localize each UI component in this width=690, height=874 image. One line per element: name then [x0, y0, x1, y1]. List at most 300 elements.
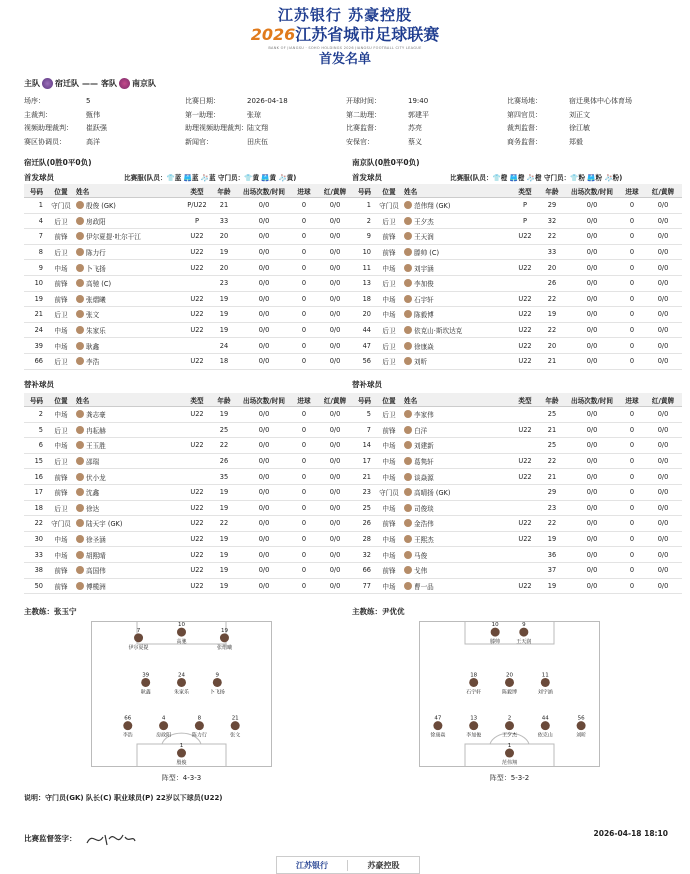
player-marker	[541, 678, 550, 687]
info-cell	[507, 122, 668, 136]
player-name: 李加俊	[414, 280, 434, 289]
player-name: 刘昕	[414, 358, 428, 367]
home-kit: 比赛服(队员：👕蓝 🩳蓝 🧦蓝 守门员：👕黄 🩳黄 🧦黄)	[124, 174, 297, 182]
info-value: 宿迁奥体中心体育场	[569, 97, 632, 105]
player-number: 9	[522, 622, 526, 629]
player-name-cell	[404, 247, 510, 257]
cell: 0/0	[329, 488, 341, 497]
cell: 0	[629, 326, 635, 335]
cell: 10	[362, 248, 371, 257]
cell: 0/0	[657, 410, 669, 419]
player-avatar-icon	[76, 326, 84, 334]
cell: 0/0	[258, 294, 270, 303]
home-team-name: 宿迁队	[55, 79, 79, 88]
cell: 21	[547, 357, 557, 366]
player-marker	[469, 678, 478, 687]
cell: 11	[362, 263, 371, 272]
cell: 0/0	[329, 503, 341, 512]
table-row	[24, 260, 354, 276]
cell: 0/0	[258, 216, 270, 225]
player-avatar-icon	[404, 426, 412, 434]
table-row	[352, 354, 682, 370]
cell: 23	[362, 488, 371, 497]
cell: 前锋	[382, 233, 396, 242]
cell: 77	[362, 581, 371, 590]
cell: 守门员	[51, 202, 71, 211]
cell: 0	[629, 294, 635, 303]
player-name: 王熙杰	[414, 536, 434, 545]
cell: 20	[547, 341, 557, 350]
column-header: 年龄	[545, 187, 559, 196]
player-avatar-icon	[76, 310, 84, 318]
cell: 2	[38, 410, 43, 419]
cell: 0	[301, 425, 307, 434]
cell: 0/0	[586, 519, 598, 528]
cell: 38	[34, 566, 43, 575]
table-row	[352, 229, 682, 245]
player-name: 冉耘赫	[86, 426, 106, 435]
cell: 7	[366, 425, 371, 434]
player-marker	[505, 678, 514, 687]
player-name: 戈伟	[414, 567, 428, 576]
cell: 0/0	[329, 357, 341, 366]
cell: 21	[547, 425, 557, 434]
info-value: 田庆伍	[247, 137, 268, 146]
player-label: 陈毅博	[501, 689, 518, 696]
cell: 前锋	[382, 426, 396, 435]
player-number: 13	[470, 715, 478, 722]
cell: U22	[190, 441, 204, 450]
table-row	[24, 563, 354, 579]
info-value: 刘正文	[569, 110, 590, 119]
cell: 0/0	[329, 294, 341, 303]
column-header: 红/黄牌	[323, 396, 347, 405]
player-name-cell	[76, 216, 182, 226]
cell: 0/0	[586, 441, 598, 450]
player-number: 19	[220, 627, 228, 634]
player-name: 陈毅博	[414, 311, 434, 320]
cell: 0/0	[586, 472, 598, 481]
cell: 后卫	[54, 458, 68, 467]
away-subs-label: 替补球员	[352, 380, 382, 389]
column-header: 类型	[518, 396, 532, 405]
info-value: 高洋	[86, 137, 100, 146]
cell: 0/0	[657, 441, 669, 450]
cell: U22	[190, 263, 204, 272]
away-starters-label: 首发球员	[352, 173, 382, 182]
player-number: 7	[136, 627, 141, 634]
info-cell	[346, 95, 507, 109]
player-avatar-icon	[404, 488, 412, 496]
player-avatar-icon	[404, 504, 412, 512]
cell: U22	[190, 310, 204, 319]
column-header: 红/黄牌	[323, 187, 347, 196]
cell: 0/0	[329, 263, 341, 272]
cell: 0/0	[329, 248, 341, 257]
player-avatar-icon	[76, 201, 84, 209]
away-label: 客队	[101, 79, 117, 88]
player-name-cell	[404, 440, 510, 450]
player-avatar-icon	[404, 264, 412, 272]
cell: 0/0	[586, 425, 598, 434]
cell: 33	[34, 550, 43, 559]
cell: 0/0	[657, 535, 669, 544]
home-subs-label: 替补球员	[24, 380, 54, 389]
player-name-cell	[404, 503, 510, 513]
cell: 26	[362, 519, 371, 528]
player-label: 卜飞扬	[209, 689, 225, 696]
info-key: 裁判监督：	[507, 124, 542, 133]
cell: U22	[518, 294, 532, 303]
player-number: 8	[197, 715, 202, 722]
cell: 28	[362, 535, 371, 544]
cell: 后卫	[382, 280, 396, 289]
table-header	[24, 393, 354, 407]
cell: U22	[190, 248, 204, 257]
cell: 0	[301, 310, 307, 319]
info-row	[24, 136, 668, 150]
cell: 44	[362, 326, 371, 335]
player-name-cell	[404, 518, 510, 528]
cell: 0	[629, 519, 635, 528]
player-name-cell	[76, 487, 182, 497]
player-avatar-icon	[76, 566, 84, 574]
cell: 0	[301, 503, 307, 512]
cell: 0	[301, 488, 307, 497]
cell: 0	[301, 326, 307, 335]
cell: 中场	[382, 551, 396, 560]
player-label: 张文	[230, 732, 241, 739]
player-name: 朱家乐	[86, 327, 106, 336]
player-name-cell	[76, 356, 182, 366]
cell: 中场	[54, 327, 68, 336]
cell: 0/0	[258, 410, 270, 419]
cell: 21	[34, 310, 43, 319]
table-row	[24, 354, 354, 370]
cell: 23	[547, 503, 557, 512]
player-name: 金浩伟	[414, 520, 434, 529]
cell: 4	[38, 216, 43, 225]
cell: 56	[362, 357, 371, 366]
cell: 33	[219, 216, 229, 225]
player-name: 徐圣涵	[86, 536, 106, 545]
column-header: 出场次数/时间	[243, 187, 285, 196]
table-row	[24, 338, 354, 354]
player-label: 石宇轩	[466, 689, 482, 696]
cell: 前锋	[54, 567, 68, 576]
cell: 0/0	[329, 535, 341, 544]
column-header: 号码	[29, 187, 43, 196]
cell: U22	[190, 566, 204, 575]
footer-logos	[276, 856, 420, 874]
cell: 0	[629, 232, 635, 241]
info-key: 场序：	[24, 97, 45, 105]
player-avatar-icon	[76, 473, 84, 481]
player-name-cell	[76, 518, 182, 528]
top-penalty-box	[465, 622, 554, 644]
info-value: 郑毅	[569, 137, 583, 146]
table-row	[352, 501, 682, 517]
cell: 0/0	[586, 232, 598, 241]
cell: 0/0	[657, 248, 669, 257]
column-header: 进球	[297, 187, 311, 196]
player-number: 2	[507, 715, 512, 722]
cell: 0	[301, 457, 307, 466]
cell: 0	[629, 263, 635, 272]
column-header: 红/黄牌	[651, 187, 675, 196]
cell: 0/0	[586, 535, 598, 544]
player-name-cell	[404, 216, 510, 226]
info-key: 第一助理：	[185, 110, 220, 119]
player-avatar-icon	[404, 357, 412, 365]
player-avatar-icon	[76, 441, 84, 449]
cell: 0/0	[258, 357, 270, 366]
player-avatar-icon	[404, 310, 412, 318]
cell: 20	[219, 263, 229, 272]
cell: 0/0	[329, 201, 341, 210]
pitch-svg	[92, 622, 271, 766]
table-row	[352, 245, 682, 261]
player-label: 依克山	[537, 732, 553, 739]
cell: 1	[38, 201, 43, 210]
cell: 中场	[54, 264, 68, 273]
player-name-cell	[404, 309, 510, 319]
cell: 25	[219, 425, 229, 434]
player-avatar-icon	[76, 232, 84, 240]
info-cell	[507, 109, 668, 123]
cell: 0/0	[329, 410, 341, 419]
player-name-cell	[404, 200, 510, 210]
cell: 0/0	[586, 581, 598, 590]
column-header: 年龄	[217, 396, 231, 405]
cell: 19	[547, 581, 557, 590]
column-header: 姓名	[404, 396, 418, 405]
cell: 中场	[382, 504, 396, 513]
cell: 前锋	[382, 249, 396, 258]
cell: 0	[629, 581, 635, 590]
cell: 22	[34, 519, 43, 528]
player-name: 傅榄洲	[86, 582, 106, 591]
cell: 0	[629, 472, 635, 481]
cell: 0	[301, 410, 307, 419]
home-formation: 阵型：4-3-3	[161, 774, 202, 782]
player-label: 耿鑫	[140, 689, 151, 696]
player-name-cell	[76, 472, 182, 482]
match-info	[24, 95, 668, 149]
cell: 0	[629, 310, 635, 319]
table-header	[352, 393, 682, 407]
cell: 0/0	[258, 566, 270, 575]
sponsor-line: 江苏银行 苏豪控股	[277, 6, 413, 24]
info-cell	[346, 122, 507, 136]
cell: 0	[301, 232, 307, 241]
cell: 0	[629, 488, 635, 497]
cell: 0/0	[657, 279, 669, 288]
cell: 29	[547, 201, 557, 210]
player-avatar-icon	[404, 441, 412, 449]
table-header	[24, 184, 354, 198]
player-avatar-icon	[76, 248, 84, 256]
cell: 0/0	[586, 216, 598, 225]
player-name-cell	[76, 456, 182, 466]
player-name: 张熠曦	[86, 295, 106, 304]
cell: 0	[301, 550, 307, 559]
cell: 0	[301, 357, 307, 366]
cell: 35	[219, 472, 229, 481]
player-avatar-icon	[76, 457, 84, 465]
cell: 0	[629, 248, 635, 257]
player-number: 66	[124, 715, 132, 722]
player-label: 王夕杰	[501, 732, 518, 739]
cell: 后卫	[54, 426, 68, 435]
player-number: 1	[507, 743, 512, 750]
table-row	[24, 485, 354, 501]
player-marker	[177, 628, 186, 637]
player-marker	[159, 721, 168, 730]
info-cell	[185, 95, 346, 109]
player-name-cell	[404, 263, 510, 273]
cell: 中场	[382, 582, 396, 591]
league-english: BANK OF JIANGSU · SOHO HOLDINGS 2026 JIANGSU FOOTBALL CITY LEAGUE	[268, 46, 422, 50]
cell: 0/0	[586, 279, 598, 288]
cell: U22	[518, 535, 532, 544]
cell: 中场	[382, 536, 396, 545]
player-avatar-icon	[404, 519, 412, 527]
cell: 23	[219, 279, 229, 288]
pitch-svg	[420, 622, 599, 766]
cell: 0/0	[258, 279, 270, 288]
cell: 0	[301, 535, 307, 544]
player-name-cell	[404, 409, 510, 419]
info-value: 陆文翔	[247, 124, 268, 133]
timestamp: 2026-04-18 18:10	[593, 829, 668, 838]
player-avatar-icon	[404, 279, 412, 287]
player-marker	[177, 678, 186, 687]
player-name: 邵瑞	[86, 458, 100, 467]
cell: 17	[34, 488, 43, 497]
cell: 中场	[54, 411, 68, 420]
cell: U22	[190, 326, 204, 335]
table-row	[352, 307, 682, 323]
cell: 0/0	[586, 326, 598, 335]
cell: 20	[219, 232, 229, 241]
cell: 0/0	[329, 581, 341, 590]
cell: U22	[518, 581, 532, 590]
info-value: 甄伟	[86, 110, 100, 119]
cell: U22	[518, 472, 532, 481]
info-cell	[24, 95, 185, 109]
player-label: 陈力行	[191, 732, 207, 739]
cell: P	[523, 216, 527, 225]
player-name: 石宇轩	[414, 295, 434, 304]
cell: 0	[629, 357, 635, 366]
league-title	[0, 25, 690, 45]
cell: 19	[219, 535, 229, 544]
cell: 0/0	[657, 341, 669, 350]
player-avatar-icon	[404, 457, 412, 465]
cell: 30	[34, 535, 43, 544]
info-value: 崔跃强	[86, 124, 107, 133]
page-header	[0, 6, 690, 68]
away-starters-table	[352, 184, 682, 370]
cell: 0/0	[329, 457, 341, 466]
cell: 22	[219, 519, 229, 528]
cell: 2	[366, 216, 371, 225]
cell: 0/0	[258, 472, 270, 481]
player-name-cell	[76, 440, 182, 450]
cell: 19	[219, 410, 229, 419]
info-key: 主裁判：	[24, 110, 52, 119]
cell: 0	[629, 425, 635, 434]
info-cell	[185, 136, 346, 150]
cell: 19	[219, 488, 229, 497]
player-avatar-icon	[76, 426, 84, 434]
player-marker	[505, 721, 514, 730]
cell: 1	[366, 201, 371, 210]
table-row	[24, 547, 354, 563]
cell: 0	[301, 216, 307, 225]
cell: 32	[547, 216, 557, 225]
cell: 22	[547, 519, 557, 528]
cell: 13	[362, 279, 371, 288]
player-name: 伏小龙	[86, 473, 106, 482]
table-header	[352, 184, 682, 198]
away-team-name: 南京队	[132, 79, 156, 88]
player-number: 44	[541, 715, 549, 722]
player-name-cell	[404, 581, 510, 591]
player-name: 马俊	[414, 551, 428, 560]
table-row	[352, 198, 682, 214]
info-row	[24, 109, 668, 123]
cell: 中场	[54, 342, 68, 351]
info-cell	[185, 122, 346, 136]
cell: 前锋	[54, 295, 68, 304]
info-cell	[507, 136, 668, 150]
info-key: 新闻官：	[185, 137, 213, 146]
table-row	[352, 469, 682, 485]
player-avatar-icon	[76, 488, 84, 496]
player-number: 10	[491, 622, 499, 629]
player-name-cell	[76, 263, 182, 273]
player-name: 曹一品	[414, 582, 434, 591]
table-row	[24, 245, 354, 261]
column-header: 姓名	[76, 396, 90, 405]
cell: 中场	[382, 264, 396, 273]
player-name-cell	[404, 425, 510, 435]
table-row	[352, 276, 682, 292]
cell: 0	[629, 441, 635, 450]
column-header: 进球	[625, 187, 639, 196]
cell: 7	[38, 232, 43, 241]
cell: 后卫	[54, 217, 68, 226]
league-name: 江苏省城市足球联赛	[295, 25, 440, 44]
signature-label: 比赛监督签字：	[24, 834, 77, 843]
cell: 25	[362, 503, 371, 512]
cell: 后卫	[54, 504, 68, 513]
info-cell	[346, 136, 507, 150]
home-starters-table	[24, 184, 354, 370]
cell: 0	[629, 201, 635, 210]
column-header: 号码	[357, 396, 371, 405]
cell: 中场	[382, 442, 396, 451]
cell: 0/0	[329, 326, 341, 335]
cell: 20	[547, 263, 557, 272]
table-row	[352, 407, 682, 423]
cell: U22	[190, 294, 204, 303]
table-row	[24, 407, 354, 423]
player-avatar-icon	[76, 295, 84, 303]
cell: 20	[362, 310, 371, 319]
